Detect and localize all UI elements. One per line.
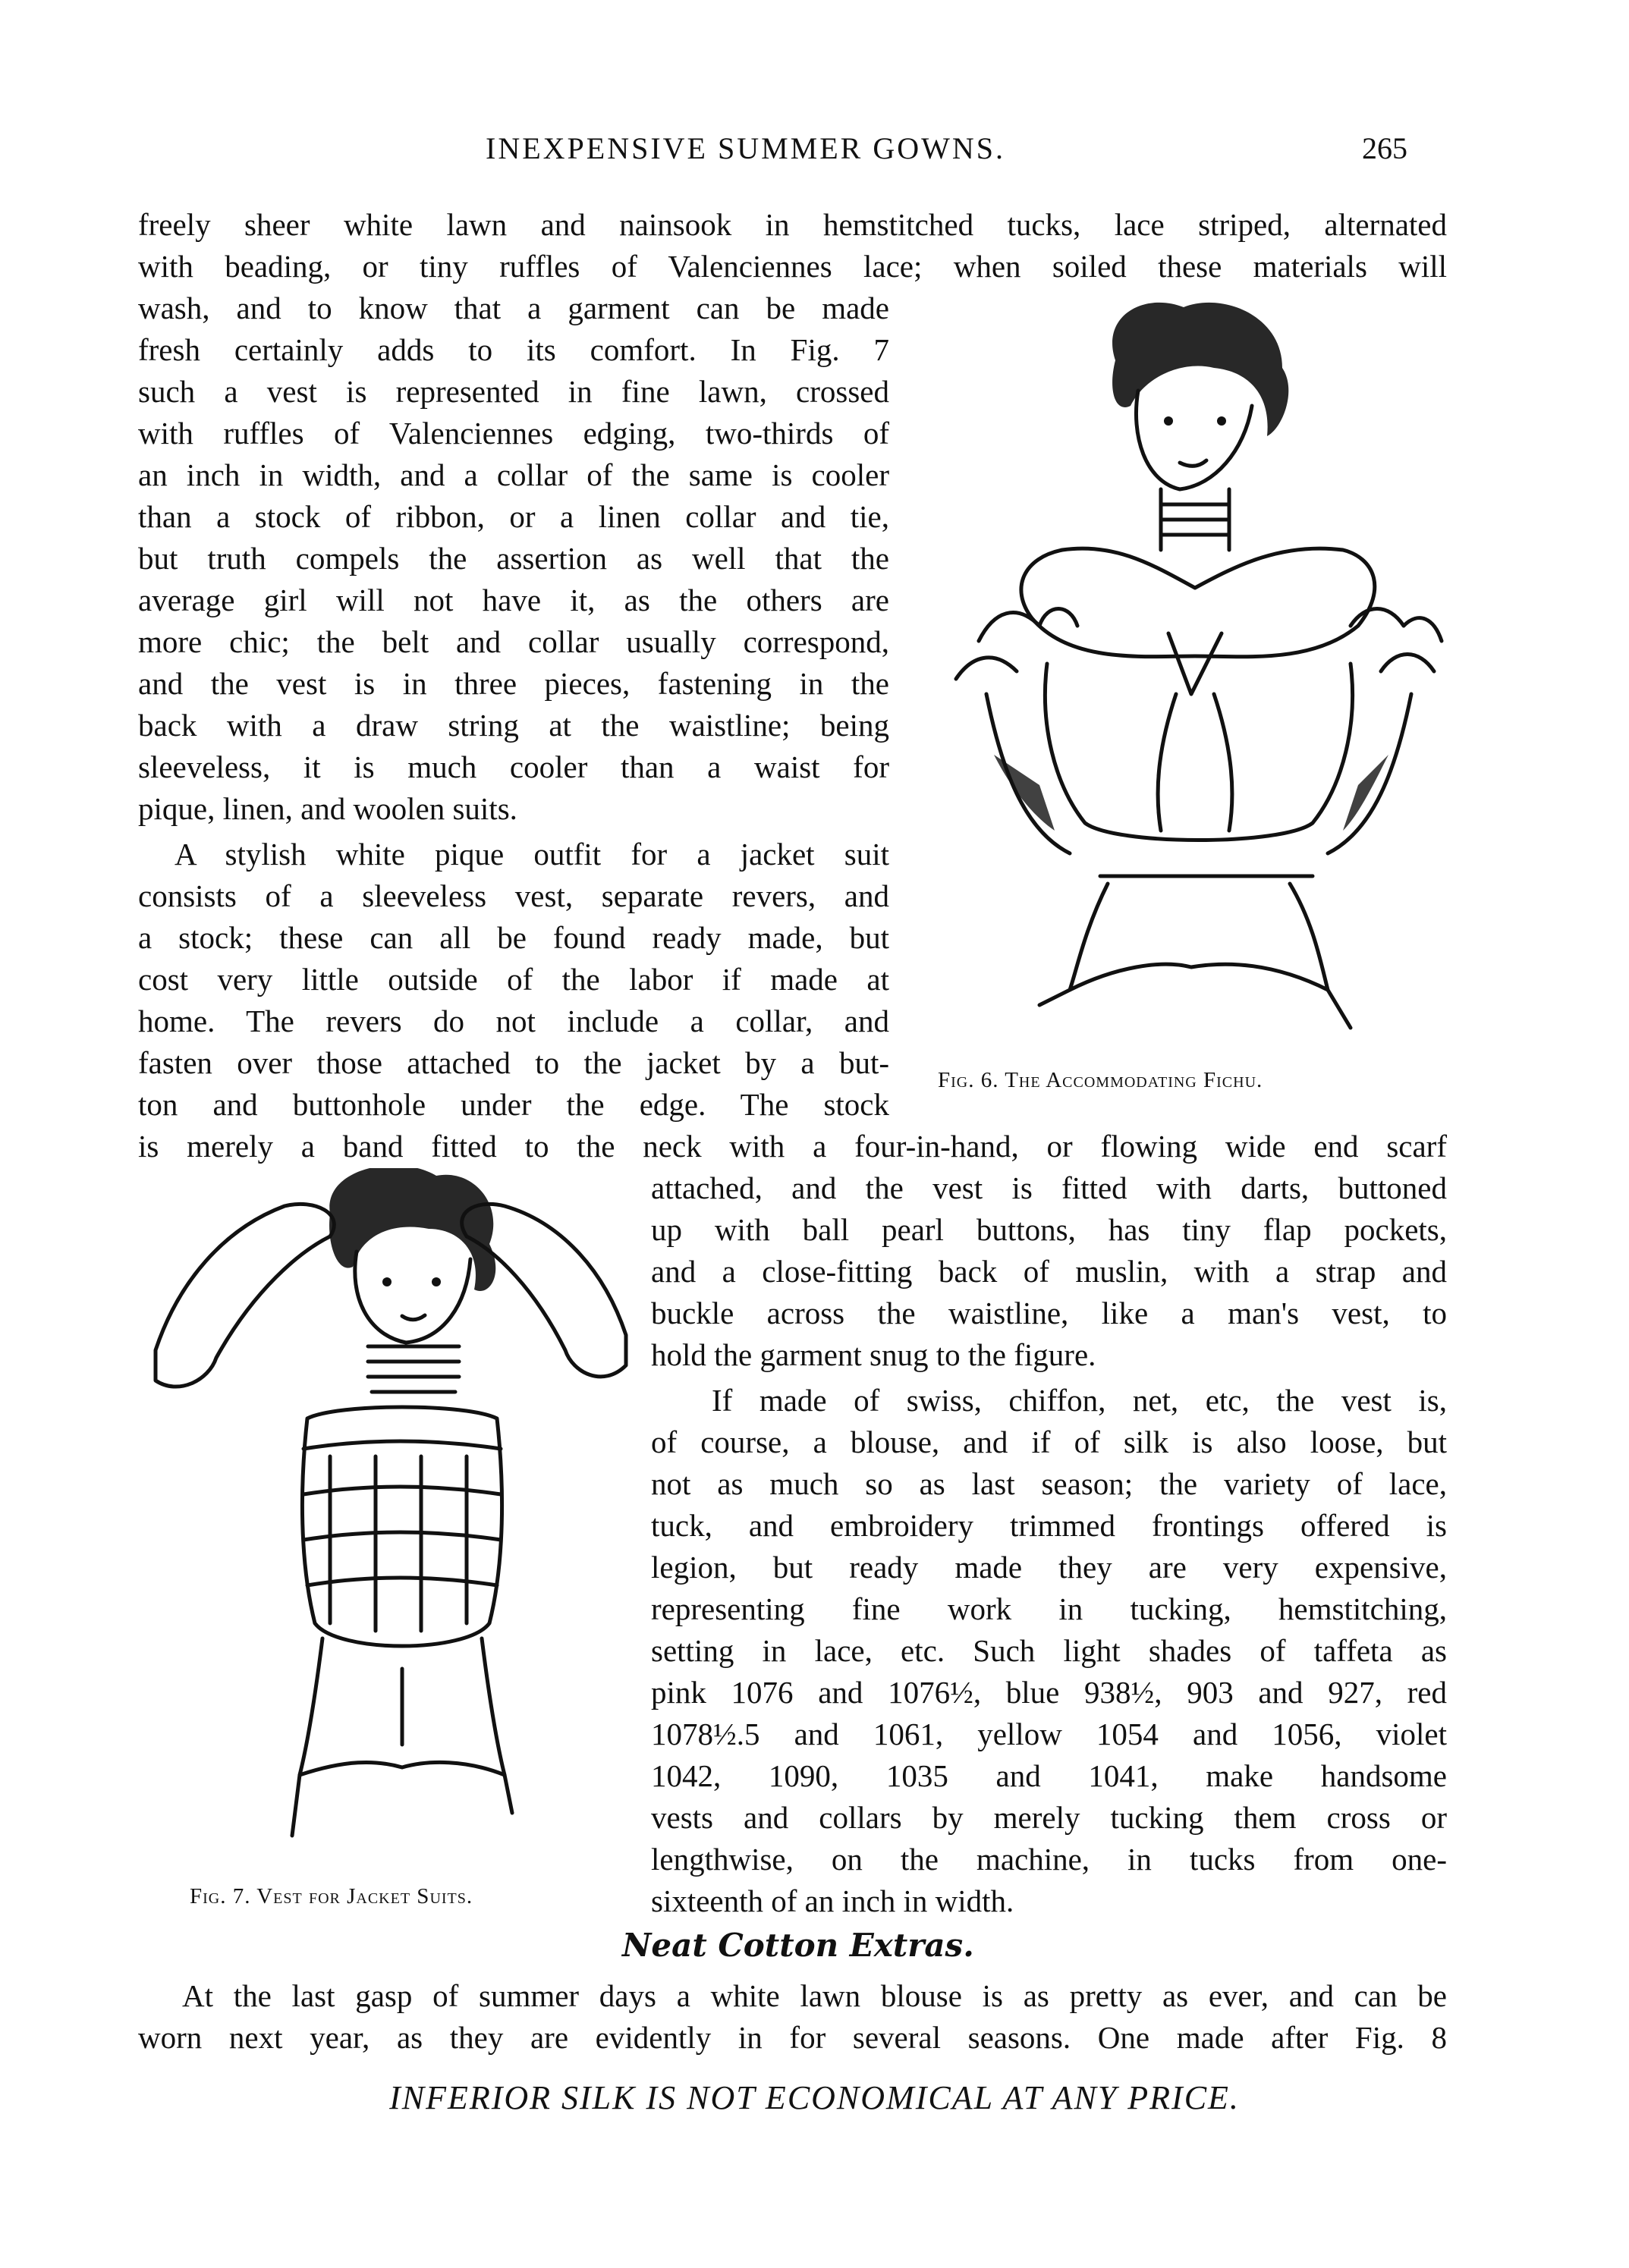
footer-motto: INFERIOR SILK IS NOT ECONOMICAL AT ANY PRICE. [389, 2079, 1240, 2116]
text-line: average girl will not have it, as the others are [138, 583, 889, 617]
text-line: fasten over those attached to the jacket by a but- [138, 1045, 889, 1080]
fichu-illustration [888, 300, 1449, 1051]
text-line: of course, a blouse, and if of silk is also loose, but [651, 1425, 1447, 1459]
text-line: tuck, and embroidery trimmed frontings offered is [651, 1508, 1447, 1543]
page-number: 265 [1362, 131, 1407, 165]
running-title: INEXPENSIVE SUMMER GOWNS. [486, 131, 1006, 165]
text-line: home. The revers do not include a collar, and [138, 1004, 889, 1038]
text-line: If made of swiss, chiffon, net, etc, the vest is, [712, 1383, 1447, 1418]
text-line: hold the garment snug to the figure. [651, 1337, 1096, 1372]
text-line: worn next year, as they are evidently in for several seasons. One made after Fig. 8 [138, 2020, 1447, 2055]
text-line: but truth compels the assertion as well that the [138, 541, 889, 576]
text-line: fresh certainly adds to its comfort. In Fig. 7 [138, 332, 889, 367]
text-line: than a stock of ribbon, or a linen collar and tie, [138, 499, 889, 534]
text-line: ton and buttonhole under the edge. The stock [138, 1087, 889, 1122]
text-line: wash, and to know that a garment can be made [138, 291, 889, 325]
text-line: pique, linen, and woolen suits. [138, 791, 517, 826]
text-line: a stock; these can all be found ready made, but [138, 920, 889, 955]
text-line: with beading, or tiny ruffles of Valenciennes lace; when soiled these materials will [138, 249, 1447, 284]
text-line: and a close-fitting back of muslin, with a strap and [651, 1254, 1447, 1289]
text-line: and the vest is in three pieces, fastening in the [138, 666, 889, 701]
text-line: At the last gasp of summer days a white lawn blouse is as pretty as ever, and can be [182, 1978, 1447, 2013]
running-head [0, 130, 1629, 176]
text-line: setting in lace, etc. Such light shades of taffeta as [651, 1633, 1447, 1668]
text-line: 1078½.5 and 1061, yellow 1054 and 1056, violet [651, 1717, 1447, 1751]
figure-7-caption: Fig. 7. Vest for Jacket Suits. [190, 1884, 473, 1908]
figure-6 [888, 300, 1449, 1051]
text-line: A stylish white pique outfit for a jacket suit [175, 837, 889, 872]
text-line: 1042, 1090, 1035 and 1041, make handsome [651, 1758, 1447, 1793]
section-heading: Neat Cotton Extras. [622, 1927, 974, 1964]
text-line: freely sheer white lawn and nainsook in hemstitched tucks, lace striped, alternated [138, 207, 1447, 242]
text-line: sixteenth of an inch in width. [651, 1883, 1014, 1918]
vest-illustration [148, 1168, 634, 1874]
figure-6-caption: Fig. 6. The Accommodating Fichu. [938, 1068, 1263, 1092]
text-line: legion, but ready made they are very expensive, [651, 1550, 1447, 1585]
text-line: consists of a sleeveless vest, separate revers, and [138, 878, 889, 913]
text-line: lengthwise, on the machine, in tucks from one- [651, 1842, 1447, 1877]
text-line: sleeveless, it is much cooler than a waist for [138, 749, 889, 784]
text-line: representing fine work in tucking, hemstitching, [651, 1591, 1447, 1626]
text-line: up with ball pearl buttons, has tiny flap pockets, [651, 1212, 1447, 1247]
text-line: such a vest is represented in fine lawn, crossed [138, 374, 889, 409]
text-line: vests and collars by merely tucking them cross or [651, 1800, 1447, 1835]
text-line: more chic; the belt and collar usually correspond, [138, 624, 889, 659]
figure-7 [148, 1168, 634, 1874]
text-line: buckle across the waistline, like a man's vest, to [651, 1296, 1447, 1330]
text-line: cost very little outside of the labor if made at [138, 962, 889, 997]
text-line: with ruffles of Valenciennes edging, two-thirds of [138, 416, 889, 451]
text-line: back with a draw string at the waistline; being [138, 708, 889, 743]
text-line: not as much so as last season; the variety of lace, [651, 1466, 1447, 1501]
text-line: pink 1076 and 1076½, blue 938½, 903 and 927, red [651, 1675, 1447, 1710]
text-line: is merely a band fitted to the neck with a four-in-hand, or flowing wide end scarf [138, 1129, 1447, 1164]
text-line: attached, and the vest is fitted with darts, buttoned [651, 1170, 1447, 1205]
text-line: an inch in width, and a collar of the same is cooler [138, 457, 889, 492]
